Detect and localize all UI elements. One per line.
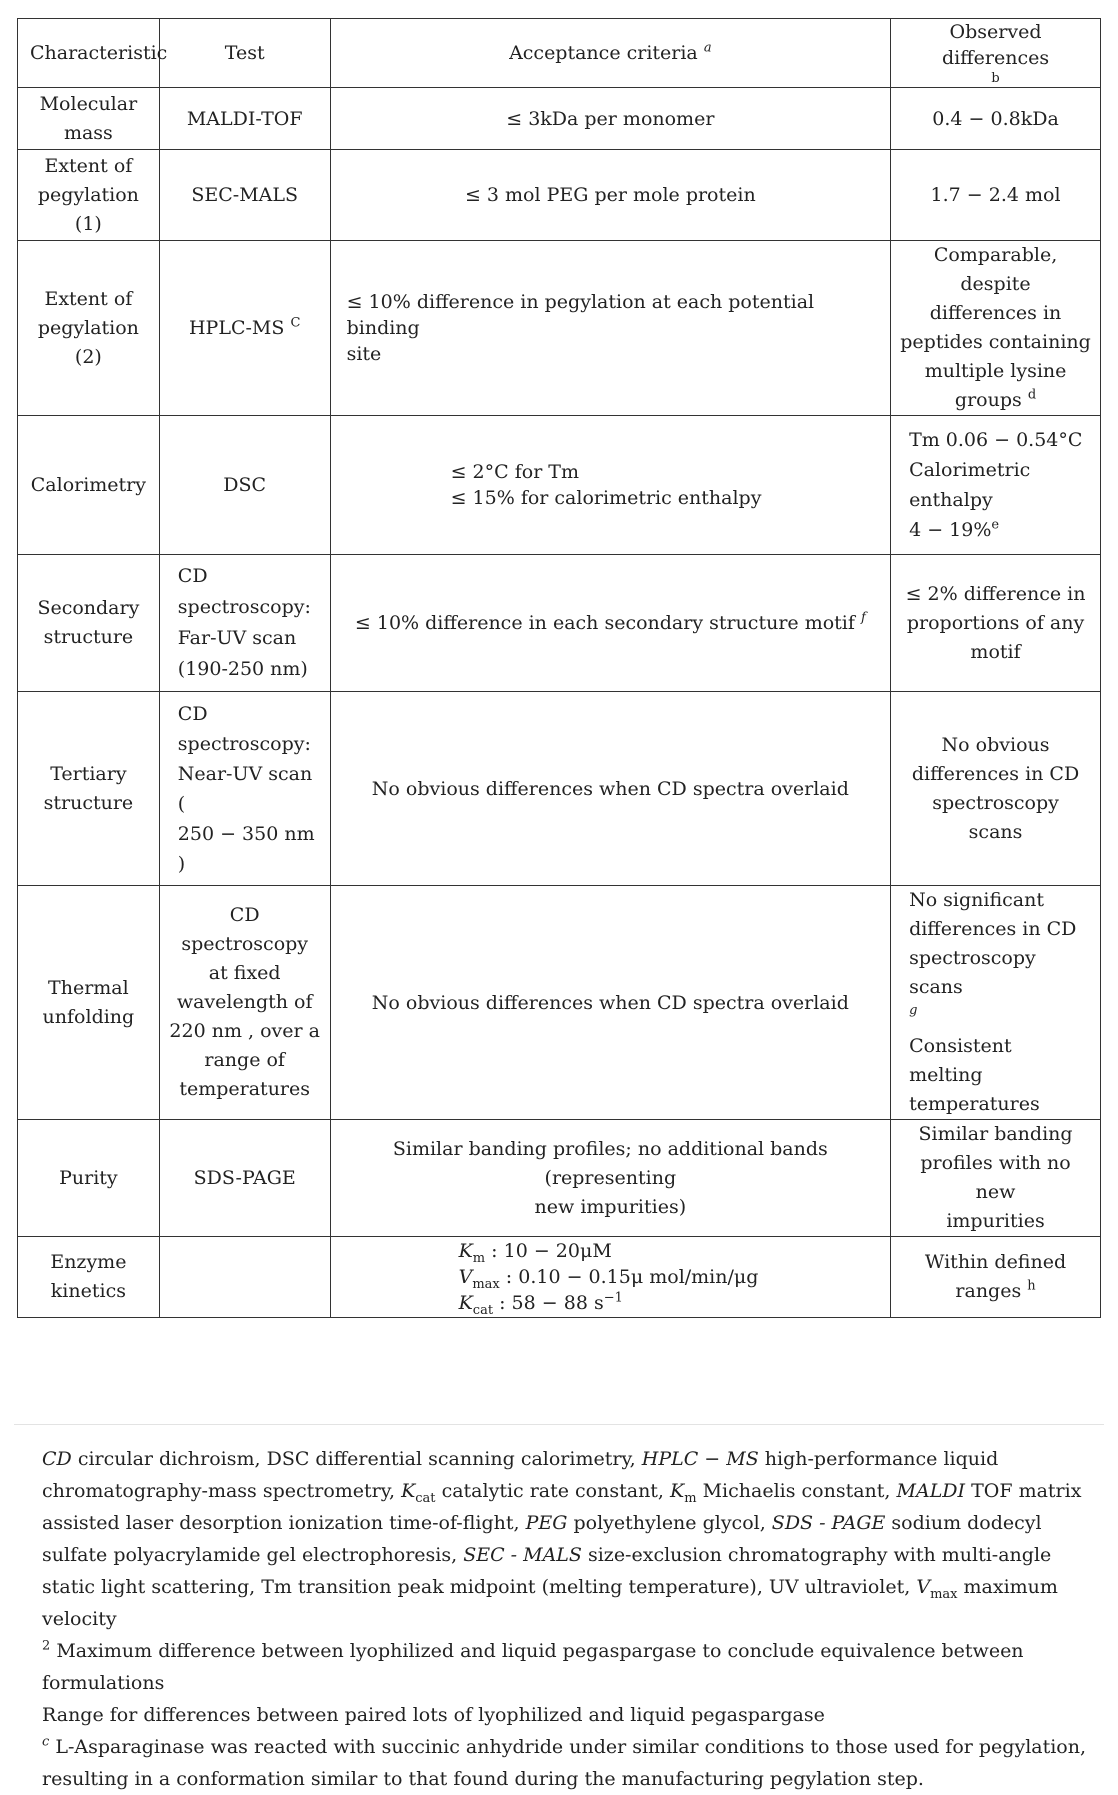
criteria-footnote-mark: f [860,610,866,626]
cell-test: SEC-MALS [159,150,330,241]
table-header-row [18,19,1101,88]
header-observed: Observed differences b [891,19,1101,88]
cell-characteristic: Purity [18,1120,160,1237]
data-table [17,18,1101,1318]
cell-characteristic: Enzyme kinetics [18,1237,160,1318]
cell-test: SDS-PAGE [159,1120,330,1237]
footnote-2: $^2$ Maximum difference between lyophilized and liquid pegaspargase to conclude equivalence between formulations [42,1638,1024,1694]
cell-test: CD spectroscopy: Far-UV scan (190-250 nm) [159,555,330,692]
cell-characteristic: Thermal unfolding [18,886,160,1120]
section-divider [14,1424,1104,1425]
table-row [18,1237,1101,1318]
cell-criteria: ≤ 10% difference in pegylation at each potential binding site [330,241,890,416]
cell-characteristic: Secondary structure [18,555,160,692]
cell-test: HPLC-MS $^C$ [159,241,330,416]
table-row [18,150,1101,241]
header-test: Test [159,19,330,88]
cell-test: MALDI-TOF [159,88,330,150]
cell-criteria: No obvious differences when CD spectra overlaid [330,886,890,1120]
cell-observed: No significant differences in CD spectroscopy scans g Consistent melting temperatures [891,886,1101,1120]
table-row [18,555,1101,692]
cell-criteria: ≤ 3 mol PEG per mole protein [330,150,890,241]
observed-footnote-mark: d [1027,387,1037,403]
cell-criteria: No obvious differences when CD spectra overlaid [330,692,890,886]
table-row [18,416,1101,555]
cell-characteristic: Molecular mass [18,88,160,150]
table-row [18,886,1101,1120]
cell-observed: Within defined ranges $^h$ [891,1237,1101,1318]
footnote-c: $^c$ L-Asparaginase was reacted with succinic anhydride under similar conditions to those used for pegylation, resulting in a conformation similar to that found during the manufacturing pegylation step. [42,1734,1087,1790]
table-footnotes [42,1443,1087,1795]
cell-test [159,1237,330,1318]
cell-observed: 1.7 − 2.4 mol [891,150,1101,241]
cell-test: DSC [159,416,330,555]
header-characteristic: Characteristic [18,19,160,88]
cell-test: CD spectroscopy at fixed wavelength of 220 nm , over a range of temperatures [159,886,330,1120]
abbreviations-note: CD circular dichroism, DSC differential scanning calorimetry, HPLC − MS high-performance liquid chromatography-mass spectrometry, $K_{cat}$ catalytic rate constant, $K_m$ Michaelis constant, MALDI TOF matrix assisted laser desorption ionization time-of-flight, PEG polyethylene glycol, SDS - PAGE sodium dodecyl sulfate polyacrylamide gel electrophoresis, SEC - MALS size-exclusion chromatography with multi-angle static light scattering, Tm transition peak midpoint (melting temperature), UV ultraviolet, $V_{max}$ maximum velocity [42,1448,1082,1630]
cell-characteristic: Tertiary structure [18,692,160,886]
cell-criteria: Similar banding profiles; no additional bands (representing new impurities) [330,1120,890,1237]
cell-criteria-kinetics: $K_m$ : 10 − 20μM $V_{max}$ : 0.10 − 0.15μ mol/min/μg $K_{cat}$ : 58 − 88 $s^{-1}$ [330,1237,890,1318]
cell-characteristic: Extent of pegylation (1) [18,150,160,241]
cell-criteria: ≤ 3kDa per monomer [330,88,890,150]
criteria-footnote-mark: a [703,40,712,56]
cell-characteristic: Extent of pegylation (2) [18,241,160,416]
table-row [18,692,1101,886]
table-row [18,241,1101,416]
observed-footnote-mark: g [909,1003,918,1018]
cell-observed: Tm 0.06 − 0.54°C Calorimetric enthalpy 4 − 19%$^e$ [891,416,1101,555]
cell-observed: Comparable, despite differences in peptides containing multiple lysine groups $^d$ [891,241,1101,416]
footnote-range: Range for differences between paired lots of lyophilized and liquid pegaspargase [42,1704,825,1726]
table-row [18,88,1101,150]
cell-observed: ≤ 2% difference in proportions of any motif [891,555,1101,692]
test-footnote-mark: C [290,315,301,331]
observed-footnote-mark: h [1027,1278,1036,1294]
cell-characteristic: Calorimetry [18,416,160,555]
observed-footnote-mark: b [991,71,1000,86]
cell-observed: No obvious differences in CD spectroscopy scans [891,692,1101,886]
cell-criteria: ≤ 10% difference in each secondary structure motif $^f$ [330,555,890,692]
cell-criteria: ≤ 2°C for Tm ≤ 15% for calorimetric enthalpy [330,416,890,555]
observed-footnote-mark: e [991,517,1000,533]
cell-test: CD spectroscopy: Near-UV scan ( 250 − 350 nm ) [159,692,330,886]
table-row [18,1120,1101,1237]
cell-observed: 0.4 − 0.8kDa [891,88,1101,150]
header-criteria: Acceptance criteria $^a$ [330,19,890,88]
cell-observed: Similar banding profiles with no new impurities [891,1120,1101,1237]
